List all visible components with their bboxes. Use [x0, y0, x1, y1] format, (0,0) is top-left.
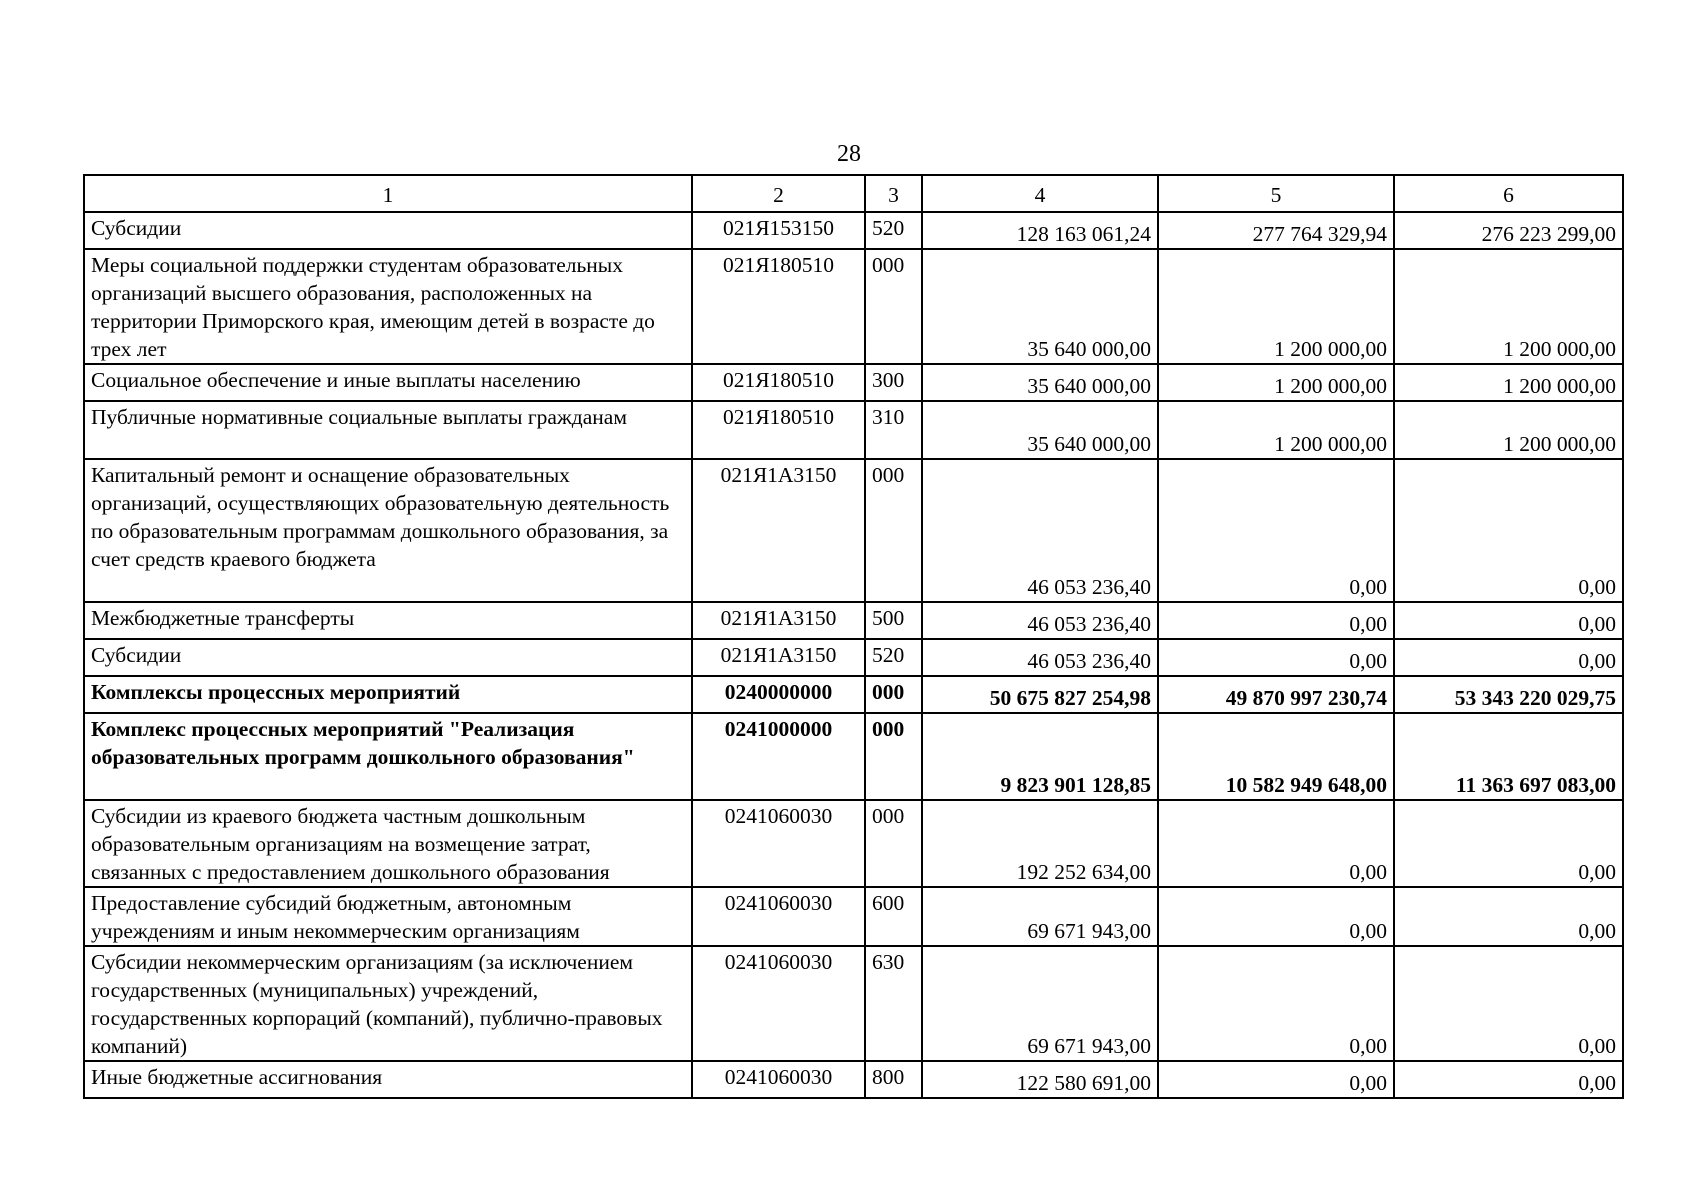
row-type-cell: 310: [865, 401, 922, 459]
row-amount-2025-cell: 69 671 943,00: [922, 887, 1158, 946]
row-name-cell: Субсидии некоммерческим организациям (за исключением государственных (муниципальных) учреждений, государственных корпораций (компаний), публично-правовых компаний): [84, 946, 692, 1061]
table-row: [84, 249, 1623, 364]
table-row: [84, 212, 1623, 249]
row-code-cell: 021Я153150: [692, 212, 865, 249]
row-type-cell: 000: [865, 800, 922, 887]
row-amount-2026-cell: 10 582 949 648,00: [1158, 713, 1394, 800]
row-type-cell: 000: [865, 459, 922, 602]
row-name-cell: Субсидии из краевого бюджета частным дошкольным образовательным организациям на возмещение затрат, связанных с предоставлением дошкольного образования: [84, 800, 692, 887]
row-amount-2027-cell: 276 223 299,00: [1394, 212, 1623, 249]
row-amount-2026-cell: 0,00: [1158, 459, 1394, 602]
row-amount-2027-cell: 0,00: [1394, 459, 1623, 602]
row-type-cell: 300: [865, 364, 922, 401]
row-code-cell: 021Я1А3150: [692, 639, 865, 676]
row-amount-2026-cell: 0,00: [1158, 887, 1394, 946]
table-row: [84, 639, 1623, 676]
column-header: 1: [84, 175, 692, 212]
row-type-cell: 000: [865, 713, 922, 800]
table-row: [84, 459, 1623, 602]
row-code-cell: 021Я180510: [692, 401, 865, 459]
row-amount-2026-cell: 0,00: [1158, 946, 1394, 1061]
table-header-row: [84, 175, 1623, 212]
column-header: 3: [865, 175, 922, 212]
row-code-cell: 0241060030: [692, 800, 865, 887]
row-name-cell: Субсидии: [84, 212, 692, 249]
row-amount-2025-cell: 46 053 236,40: [922, 459, 1158, 602]
row-name-cell: Субсидии: [84, 639, 692, 676]
row-name-cell: Публичные нормативные социальные выплаты гражданам: [84, 401, 692, 459]
table-row: [84, 800, 1623, 887]
row-amount-2025-cell: 50 675 827 254,98: [922, 676, 1158, 713]
row-amount-2026-cell: 1 200 000,00: [1158, 401, 1394, 459]
row-amount-2025-cell: 192 252 634,00: [922, 800, 1158, 887]
page-number: 28: [837, 141, 861, 167]
table-row: [84, 1061, 1623, 1098]
row-amount-2027-cell: 1 200 000,00: [1394, 401, 1623, 459]
row-amount-2026-cell: 1 200 000,00: [1158, 364, 1394, 401]
row-amount-2025-cell: 9 823 901 128,85: [922, 713, 1158, 800]
row-amount-2027-cell: 0,00: [1394, 800, 1623, 887]
row-code-cell: 021Я180510: [692, 364, 865, 401]
row-amount-2027-cell: 1 200 000,00: [1394, 364, 1623, 401]
row-amount-2027-cell: 0,00: [1394, 946, 1623, 1061]
row-amount-2025-cell: 35 640 000,00: [922, 364, 1158, 401]
row-type-cell: 000: [865, 249, 922, 364]
row-code-cell: 0241060030: [692, 946, 865, 1061]
row-amount-2027-cell: 1 200 000,00: [1394, 249, 1623, 364]
row-name-cell: Комплексы процессных мероприятий: [84, 676, 692, 713]
row-amount-2025-cell: 46 053 236,40: [922, 639, 1158, 676]
row-code-cell: 0241000000: [692, 713, 865, 800]
row-name-cell: Межбюджетные трансферты: [84, 602, 692, 639]
row-name-cell: Предоставление субсидий бюджетным, автономным учреждениям и иным некоммерческим организациям: [84, 887, 692, 946]
row-code-cell: 0241060030: [692, 887, 865, 946]
row-code-cell: 021Я1А3150: [692, 602, 865, 639]
row-amount-2026-cell: 1 200 000,00: [1158, 249, 1394, 364]
row-amount-2026-cell: 0,00: [1158, 639, 1394, 676]
row-type-cell: 000: [865, 676, 922, 713]
row-type-cell: 800: [865, 1061, 922, 1098]
table-row: [84, 602, 1623, 639]
row-name-cell: Капитальный ремонт и оснащение образовательных организаций, осуществляющих образовательную деятельность по образовательным программам дошкольного образования, за счет средств краевого бюджета: [84, 459, 692, 602]
row-type-cell: 500: [865, 602, 922, 639]
row-type-cell: 630: [865, 946, 922, 1061]
row-amount-2026-cell: 0,00: [1158, 800, 1394, 887]
row-code-cell: 0241060030: [692, 1061, 865, 1098]
table-row: [84, 946, 1623, 1061]
row-type-cell: 520: [865, 212, 922, 249]
row-code-cell: 021Я180510: [692, 249, 865, 364]
table-row: [84, 713, 1623, 800]
column-header: 4: [922, 175, 1158, 212]
row-amount-2027-cell: 0,00: [1394, 1061, 1623, 1098]
row-name-cell: Меры социальной поддержки студентам образовательных организаций высшего образования, расположенных на территории Приморского края, имеющим детей в возрасте до трех лет: [84, 249, 692, 364]
row-code-cell: 021Я1А3150: [692, 459, 865, 602]
row-amount-2025-cell: 128 163 061,24: [922, 212, 1158, 249]
row-amount-2025-cell: 69 671 943,00: [922, 946, 1158, 1061]
row-amount-2027-cell: 0,00: [1394, 639, 1623, 676]
budget-table: [83, 174, 1624, 1099]
column-header: 6: [1394, 175, 1623, 212]
column-header: 2: [692, 175, 865, 212]
row-amount-2026-cell: 277 764 329,94: [1158, 212, 1394, 249]
row-code-cell: 0240000000: [692, 676, 865, 713]
row-amount-2027-cell: 0,00: [1394, 887, 1623, 946]
table-row: [84, 676, 1623, 713]
row-amount-2027-cell: 11 363 697 083,00: [1394, 713, 1623, 800]
table-row: [84, 364, 1623, 401]
row-amount-2025-cell: 122 580 691,00: [922, 1061, 1158, 1098]
table-row: [84, 401, 1623, 459]
row-type-cell: 600: [865, 887, 922, 946]
column-header: 5: [1158, 175, 1394, 212]
row-amount-2025-cell: 35 640 000,00: [922, 249, 1158, 364]
table-row: [84, 887, 1623, 946]
row-amount-2026-cell: 0,00: [1158, 1061, 1394, 1098]
row-amount-2025-cell: 46 053 236,40: [922, 602, 1158, 639]
row-amount-2025-cell: 35 640 000,00: [922, 401, 1158, 459]
row-name-cell: Социальное обеспечение и иные выплаты населению: [84, 364, 692, 401]
row-name-cell: Комплекс процессных мероприятий "Реализация образовательных программ дошкольного образования": [84, 713, 692, 800]
row-amount-2027-cell: 53 343 220 029,75: [1394, 676, 1623, 713]
row-amount-2027-cell: 0,00: [1394, 602, 1623, 639]
row-amount-2026-cell: 49 870 997 230,74: [1158, 676, 1394, 713]
row-name-cell: Иные бюджетные ассигнования: [84, 1061, 692, 1098]
row-amount-2026-cell: 0,00: [1158, 602, 1394, 639]
row-type-cell: 520: [865, 639, 922, 676]
